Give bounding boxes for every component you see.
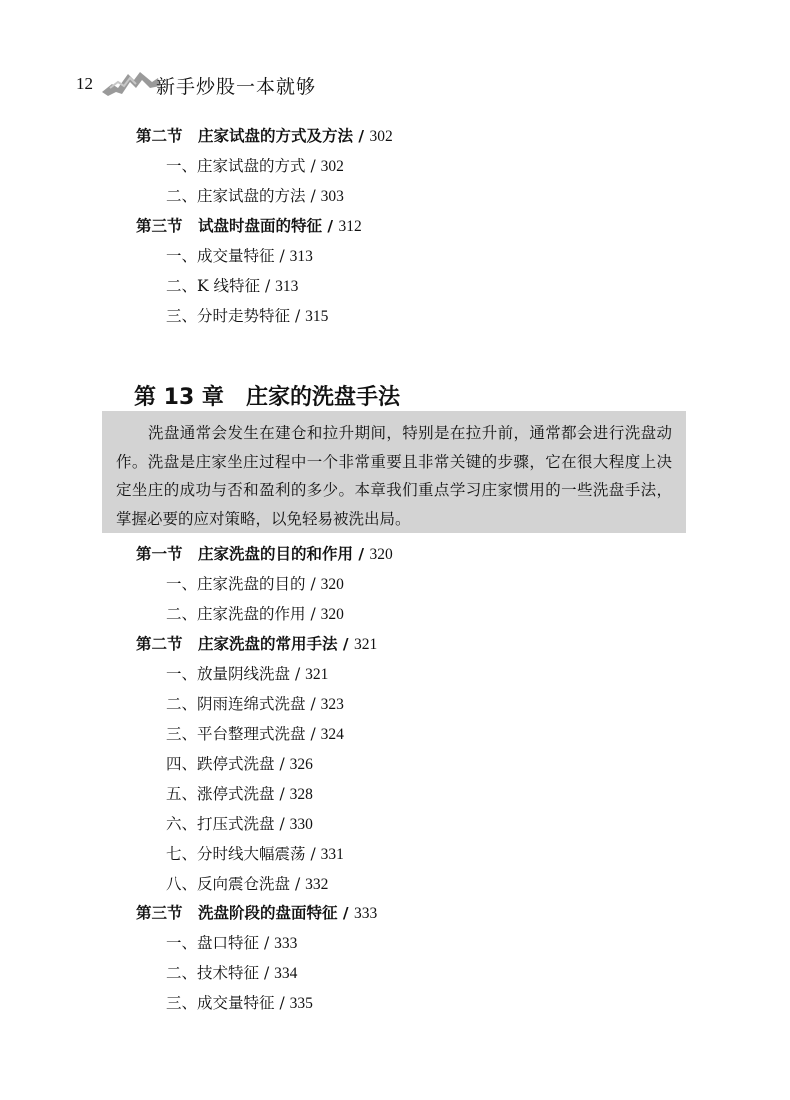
chapter-title: 庄家的洗盘手法 <box>245 385 400 410</box>
toc-item[interactable]: 四、跌停式洗盘 / 326 <box>166 755 313 773</box>
item-page: 320 <box>320 606 344 623</box>
section-page: 333 <box>353 905 378 922</box>
page-header <box>64 66 754 102</box>
item-title: 一、放量阴线洗盘 <box>166 665 291 683</box>
item-title: 二、技术特征 <box>166 964 260 982</box>
item-title: 一、盘口特征 <box>166 934 260 952</box>
section-title: 第三节 试盘时盘面的特征 <box>136 217 323 235</box>
toc-item[interactable]: 一、成交量特征 / 313 <box>166 247 313 265</box>
item-title: 七、分时线大幅震荡 <box>166 845 306 863</box>
item-page: 326 <box>289 756 313 773</box>
item-page: 321 <box>305 666 329 683</box>
item-page: 323 <box>320 696 344 713</box>
toc-item[interactable]: 一、放量阴线洗盘 / 321 <box>166 665 329 683</box>
item-title: 四、跌停式洗盘 <box>166 755 275 773</box>
toc-item[interactable]: 二、阴雨连绵式洗盘 / 323 <box>166 695 344 713</box>
toc-section[interactable]: 第二节 庄家洗盘的常用手法 / 321 <box>136 635 378 653</box>
section-title: 第三节 洗盘阶段的盘面特征 <box>136 904 338 922</box>
toc-item[interactable]: 二、庄家洗盘的作用 / 320 <box>166 605 344 623</box>
toc-section[interactable]: 第一节 庄家洗盘的目的和作用 / 320 <box>136 545 393 563</box>
item-title: 三、分时走势特征 <box>166 307 291 325</box>
mountain-logo-icon <box>100 66 162 100</box>
book-title: 新手炒股一本就够 <box>156 76 317 98</box>
toc-section[interactable]: 第二节 庄家试盘的方式及方法 / 302 <box>136 127 393 145</box>
item-page: 331 <box>320 846 344 863</box>
section-page: 320 <box>369 546 393 563</box>
toc-item[interactable]: 二、技术特征 / 334 <box>166 964 298 982</box>
toc-item[interactable]: 三、成交量特征 / 335 <box>166 994 313 1012</box>
chapter-intro-box <box>102 411 686 533</box>
toc-item[interactable]: 八、反向震仓洗盘 / 332 <box>166 875 329 893</box>
item-page: 313 <box>275 278 299 295</box>
toc-section[interactable]: 第三节 试盘时盘面的特征 / 312 <box>136 217 362 235</box>
toc-item[interactable]: 一、庄家试盘的方式 / 302 <box>166 157 344 175</box>
item-page: 332 <box>305 876 329 893</box>
item-title: 三、成交量特征 <box>166 994 275 1012</box>
item-title: 一、庄家试盘的方式 <box>166 157 306 175</box>
toc-item[interactable]: 三、分时走势特征 / 315 <box>166 307 329 325</box>
section-page: 302 <box>369 128 393 145</box>
item-page: 315 <box>305 308 329 325</box>
toc-item[interactable]: 七、分时线大幅震荡 / 331 <box>166 845 344 863</box>
item-page: 303 <box>320 188 344 205</box>
item-page: 333 <box>274 935 298 952</box>
item-title: 二、阴雨连绵式洗盘 <box>166 695 306 713</box>
toc-item[interactable]: 二、庄家试盘的方法 / 303 <box>166 187 344 205</box>
item-title: 三、平台整理式洗盘 <box>166 725 306 743</box>
section-title: 第一节 庄家洗盘的目的和作用 <box>136 545 354 563</box>
item-title: 一、庄家洗盘的目的 <box>166 575 306 593</box>
item-page: 335 <box>289 995 313 1012</box>
toc-item[interactable]: 三、平台整理式洗盘 / 324 <box>166 725 344 743</box>
item-title: 二、庄家试盘的方法 <box>166 187 306 205</box>
item-title: 六、打压式洗盘 <box>166 815 275 833</box>
item-title: 一、成交量特征 <box>166 247 275 265</box>
section-page: 312 <box>338 218 362 235</box>
chapter-heading[interactable] <box>134 380 400 411</box>
item-title: 二、K 线特征 <box>166 277 261 295</box>
chapter-intro-text: 洗盘通常会发生在建仓和拉升期间，特别是在拉升前，通常都会进行洗盘动作。洗盘是庄家坐庄过程中一个非常重要且非常关键的步骤，它在很大程度上决定坐庄的成功与否和盈利的多少。本章我们重点学习庄家惯用的一些洗盘手法，掌握必要的应对策略，以免轻易被洗出局。 <box>116 424 672 528</box>
section-title: 第二节 庄家洗盘的常用手法 <box>136 635 338 653</box>
page-number: 12 <box>76 74 93 93</box>
item-title: 五、涨停式洗盘 <box>166 785 275 803</box>
toc-item[interactable]: 五、涨停式洗盘 / 328 <box>166 785 313 803</box>
item-page: 320 <box>320 576 344 593</box>
item-title: 八、反向震仓洗盘 <box>166 875 291 893</box>
item-page: 313 <box>289 248 313 265</box>
item-page: 328 <box>289 786 313 803</box>
item-title: 二、庄家洗盘的作用 <box>166 605 306 623</box>
toc-section[interactable]: 第三节 洗盘阶段的盘面特征 / 333 <box>136 904 378 922</box>
item-page: 334 <box>274 965 298 982</box>
section-title: 第二节 庄家试盘的方式及方法 <box>136 127 354 145</box>
toc-item[interactable]: 二、K 线特征 / 313 <box>166 277 299 295</box>
item-page: 302 <box>320 158 344 175</box>
item-page: 324 <box>320 726 344 743</box>
item-page: 330 <box>289 816 313 833</box>
toc-item[interactable]: 一、庄家洗盘的目的 / 320 <box>166 575 344 593</box>
chapter-number: 第 13 章 <box>134 385 224 410</box>
section-page: 321 <box>353 636 378 653</box>
toc-item[interactable]: 六、打压式洗盘 / 330 <box>166 815 313 833</box>
toc-item[interactable]: 一、盘口特征 / 333 <box>166 934 298 952</box>
